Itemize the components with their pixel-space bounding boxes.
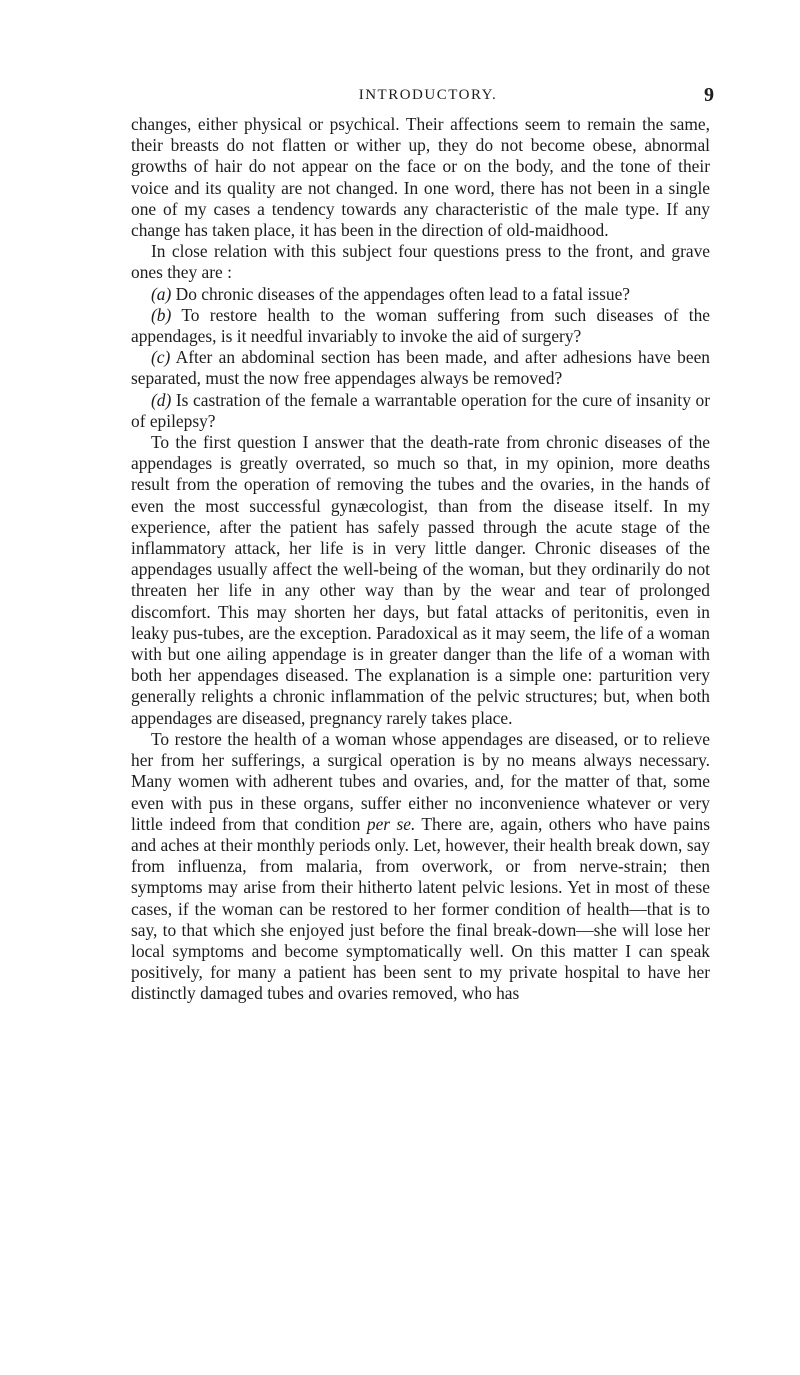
question-text: Is castration of the female a warrantable operation for the cure of insanity or of epilepsy? bbox=[131, 389, 710, 431]
body-text bbox=[131, 114, 710, 1005]
page-number: 9 bbox=[704, 84, 714, 106]
question-text: To restore health to the woman suffering from such diseases of the appendages, is it needful invariably to invoke the aid of surgery? bbox=[131, 304, 710, 347]
question-d bbox=[131, 390, 710, 432]
question-text: After an abdominal section has been made, and after adhesions have been separated, must the now free appendages always be removed? bbox=[131, 347, 710, 389]
question-letter: (d) bbox=[151, 389, 172, 410]
latin-phrase: per se. bbox=[366, 813, 416, 834]
paragraph-text: To restore the health of a woman whose appendages are diseased, or to relieve her from her sufferings, a surgical operation is by no means always necessary. Many women with adherent tubes and ovaries, and, for the matter of that, some even with pus in these organs, suffer either no inconvenience whatever or very little indeed from that condition bbox=[131, 728, 710, 834]
question-a bbox=[131, 284, 710, 305]
paragraph-text: In close relation with this subject four questions press to the front, and grave ones they are : bbox=[131, 241, 710, 283]
paragraph-intro-questions bbox=[131, 241, 710, 283]
running-head bbox=[142, 84, 714, 106]
question-text: Do chronic diseases of the appendages often lead to a fatal issue? bbox=[171, 283, 631, 304]
question-letter: (c) bbox=[151, 347, 171, 368]
paragraph-text: changes, either physical or psychical. Their affections seem to remain the same, their breasts do not flatten or wither up, they do not become obese, abnormal growths of hair do not appear on the face or on the body, and the tone of their voice and its quality are not changed. In one word, there has not been in a single one of my cases a tendency towards any characteristic of the male type. If any change has taken place, it has been in the direction of old-maidhood. bbox=[131, 114, 710, 241]
paragraph-text: There are, again, others who have pains and aches at their monthly periods only. Let, however, their health break down, say from influenza, from malaria, from overwork, or from nerve-strain; then symptoms may arise from their hitherto latent pelvic lesions. Yet in most of these cases, if the woman can be restored to her former condition of health—that is to say, to that which she enjoyed just before the final break-down—she will lose her local symptoms and become symptomatically well. On this matter I can speak positively, for many a patient has been sent to my private hospital to have her distinctly damaged tubes and ovaries removed, who has bbox=[131, 813, 710, 1004]
paragraph-continuation bbox=[131, 114, 710, 241]
paragraph-text: To the first question I answer that the death-rate from chronic diseases of the appendages is greatly overrated, so much so that, in my opinion, more deaths result from the operation of removing the tubes and the ovaries, in the hands of even the most successful gynæcologist, than from the disease itself. In my experience, after the patient has safely passed through the acute stage of the inflammatory attack, her life is in very little danger. Chronic diseases of the appendages usually affect the well-being of the woman, but they ordinarily do not threaten her life in any other way than by the wear and tear of prolonged discomfort. This may shorten her days, but fatal attacks of peritonitis, even in leaky pus-tubes, are the exception. Paradoxical as it may seem, the life of a woman with but one ailing appendage is in greater danger than the life of a woman with both her appendages diseased. The explanation is a simple one: parturition very generally relights a chronic inflammation of the pelvic structures; but, when both appendages are diseased, pregnancy rarely takes place. bbox=[131, 432, 710, 728]
question-b bbox=[131, 305, 710, 347]
paragraph-second-answer bbox=[131, 729, 710, 1005]
paragraph-first-answer bbox=[131, 432, 710, 729]
question-letter: (a) bbox=[151, 283, 172, 304]
running-title: INTRODUCTORY. bbox=[358, 87, 498, 103]
question-c bbox=[131, 347, 710, 389]
question-letter: (b) bbox=[151, 304, 172, 325]
